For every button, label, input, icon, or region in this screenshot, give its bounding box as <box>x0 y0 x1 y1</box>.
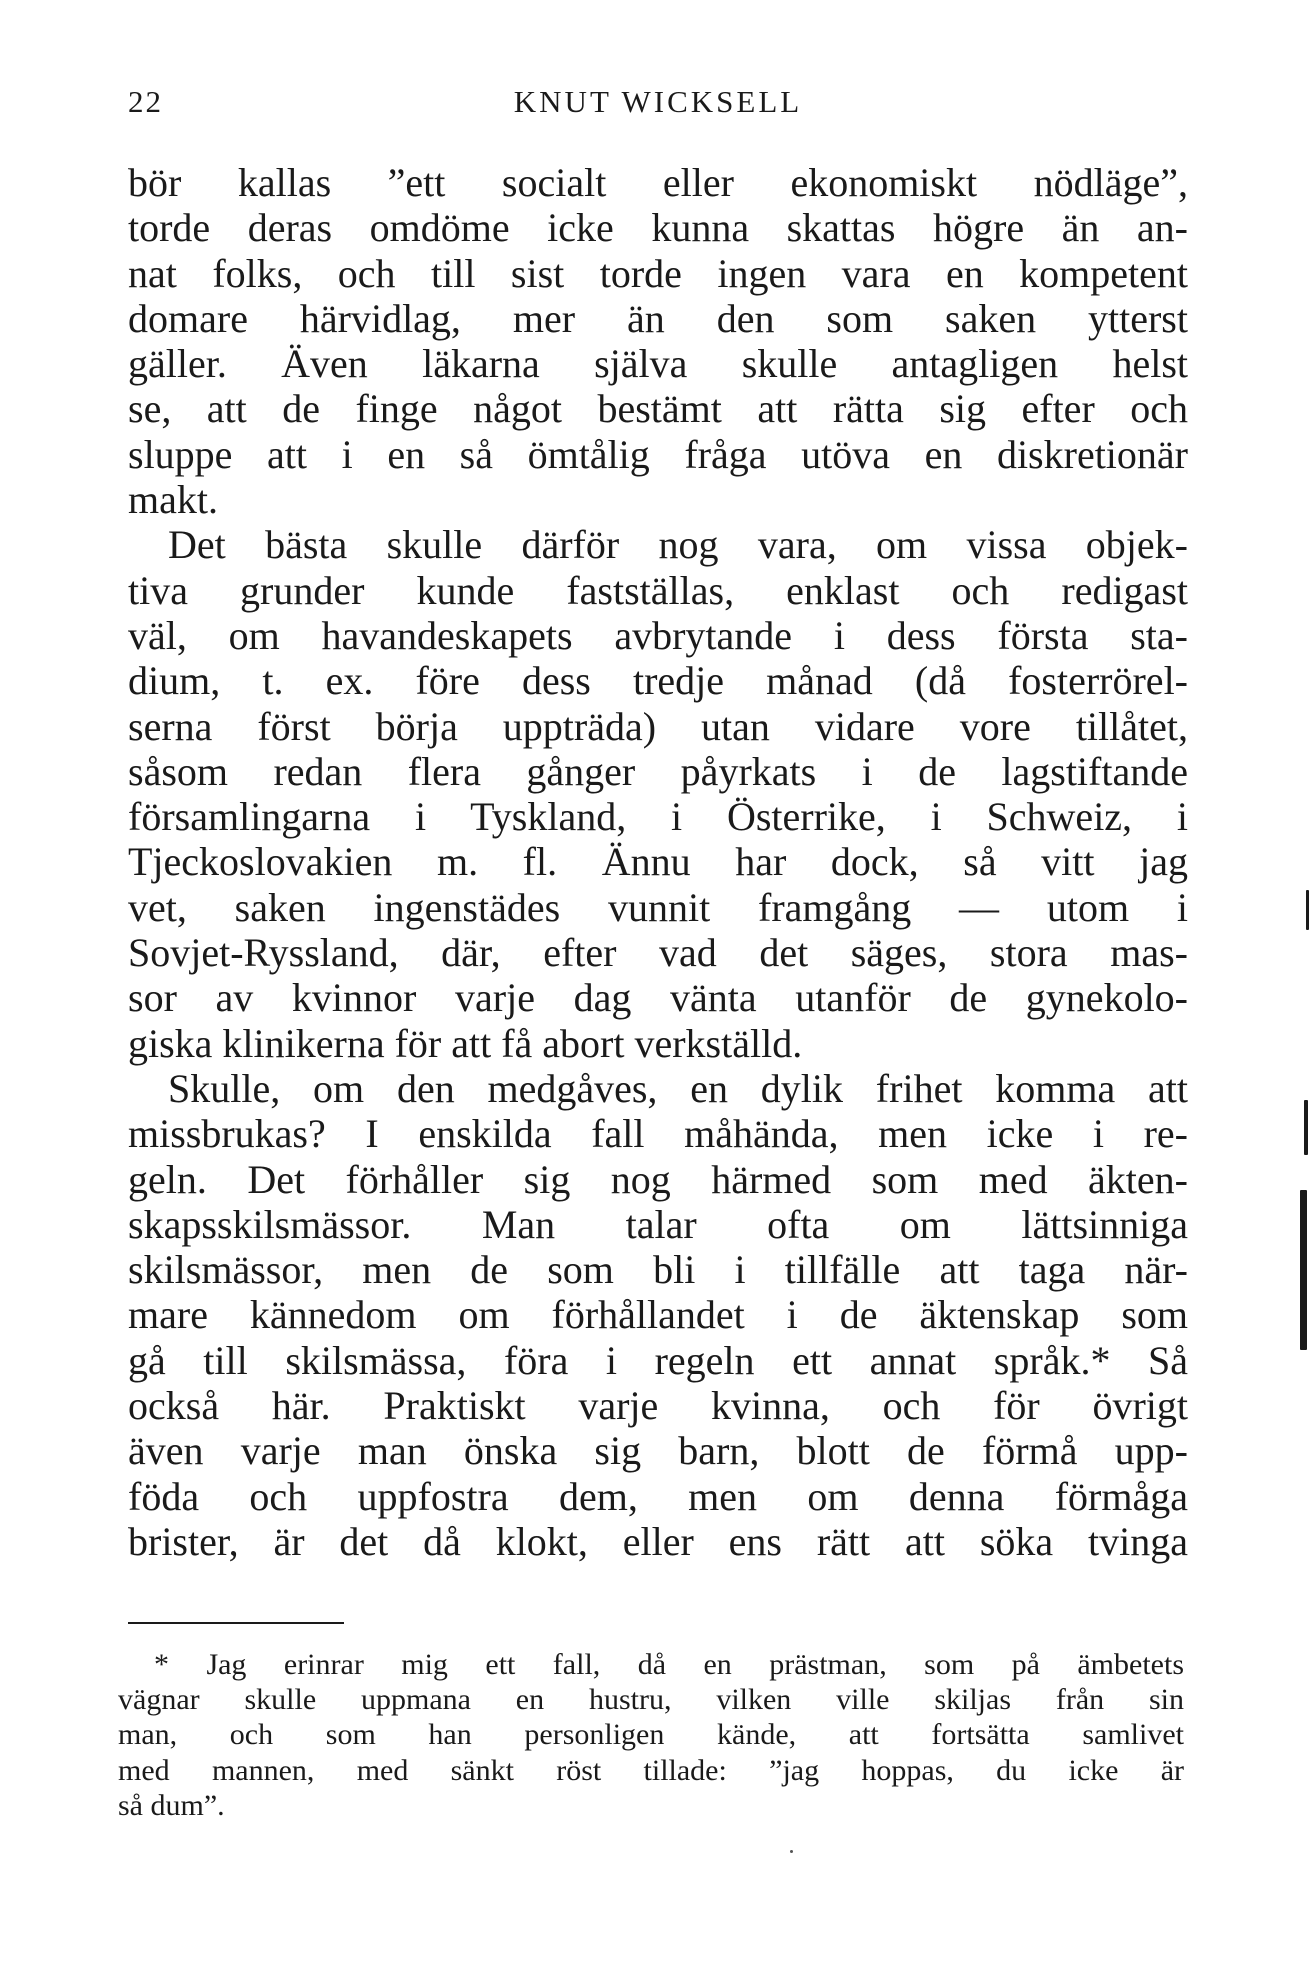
text-line: nat folks, och till sist torde ingen vara en kompetent <box>128 250 1188 296</box>
text-line: gå till skilsmässa, föra i regeln ett annat språk.* Så <box>128 1337 1188 1383</box>
text-line: brister, är det då klokt, eller ens rätt att söka tvinga <box>128 1518 1188 1564</box>
text-line: föda och uppfostra dem, men om denna förmåga <box>128 1473 1188 1519</box>
paragraph-start-line: Det bästa skulle därför nog vara, om vissa objek- <box>168 522 1188 568</box>
paragraph-start-line: Skulle, om den medgåves, en dylik frihet komma att <box>168 1065 1188 1111</box>
paragraph-end-line: giska klinikerna för att få abort verkställd. <box>128 1020 803 1066</box>
footnote-line: man, och som han personligen kände, att fortsätta samlivet <box>118 1718 1184 1752</box>
scan-edge-mark <box>1306 890 1309 930</box>
body-text <box>128 160 1188 1564</box>
footnote-line: * Jag erinrar mig ett fall, då en prästman, som på ämbetets <box>154 1648 1184 1681</box>
text-line: såsom redan flera gånger påyrkats i de lagstiftande <box>128 748 1188 794</box>
text-line: mare kännedom om förhållandet i de äktenskap som <box>128 1292 1188 1338</box>
text-line: sor av kvinnor varje dag vänta utanför de gynekolo- <box>128 975 1188 1021</box>
text-line: dium, t. ex. före dess tredje månad (då fosterrörel- <box>128 658 1188 704</box>
scan-edge-mark <box>1303 1260 1307 1330</box>
footnote-line: med mannen, med sänkt röst tillade: ”jag hoppas, du icke är <box>118 1753 1184 1787</box>
scan-edge-mark <box>1304 1100 1308 1155</box>
running-title: KNUT WICKSELL <box>513 84 803 119</box>
text-line: sluppe att i en så ömtålig fråga utöva en diskretionär <box>128 431 1188 477</box>
text-line: tiva grunder kunde fastställas, enklast och redigast <box>128 567 1188 613</box>
footnote-divider <box>128 1622 344 1624</box>
text-line: skilsmässor, men de som bli i tillfälle att taga när- <box>128 1247 1188 1293</box>
text-line: Tjeckoslovakien m. fl. Ännu har dock, så vitt jag <box>128 839 1188 885</box>
scan-speck <box>790 1850 793 1853</box>
footnote-line: vägnar skulle uppmana en hustru, vilken ville skiljas från sin <box>118 1683 1184 1717</box>
text-line: Sovjet-Ryssland, där, efter vad det säges, stora mas- <box>128 930 1188 976</box>
paragraph-end-line: makt. <box>128 477 218 523</box>
text-line: bör kallas ”ett socialt eller ekonomiskt nödläge”, <box>128 160 1188 205</box>
text-line: torde deras omdöme icke kunna skattas högre än an- <box>128 205 1188 251</box>
text-line: domare härvidlag, mer än den som saken ytterst <box>128 295 1188 341</box>
text-line: församlingarna i Tyskland, i Österrike, i Schweiz, i <box>128 794 1188 840</box>
text-line: skapsskilsmässor. Man talar ofta om lättsinniga <box>128 1201 1188 1247</box>
text-line: vet, saken ingenstädes vunnit framgång — utom i <box>128 884 1188 930</box>
running-head <box>128 84 1188 124</box>
footnote-line: så dum”. <box>118 1788 225 1822</box>
text-line: serna först börja uppträda) utan vidare vore tillåtet, <box>128 703 1188 749</box>
text-line: väl, om havandeskapets avbrytande i dess första sta- <box>128 612 1188 658</box>
text-line: även varje man önska sig barn, blott de förmå upp- <box>128 1428 1188 1474</box>
text-line: också här. Praktiskt varje kvinna, och för övrigt <box>128 1383 1188 1429</box>
page-number: 22 <box>128 84 163 119</box>
text-line: se, att de finge något bestämt att rätta sig efter och <box>128 386 1188 432</box>
footnote <box>118 1647 1184 1823</box>
text-line: gäller. Även läkarna själva skulle antagligen helst <box>128 341 1188 387</box>
text-line: missbrukas? I enskilda fall måhända, men icke i re- <box>128 1111 1188 1157</box>
text-line: geln. Det förhåller sig nog härmed som med äkten- <box>128 1156 1188 1202</box>
